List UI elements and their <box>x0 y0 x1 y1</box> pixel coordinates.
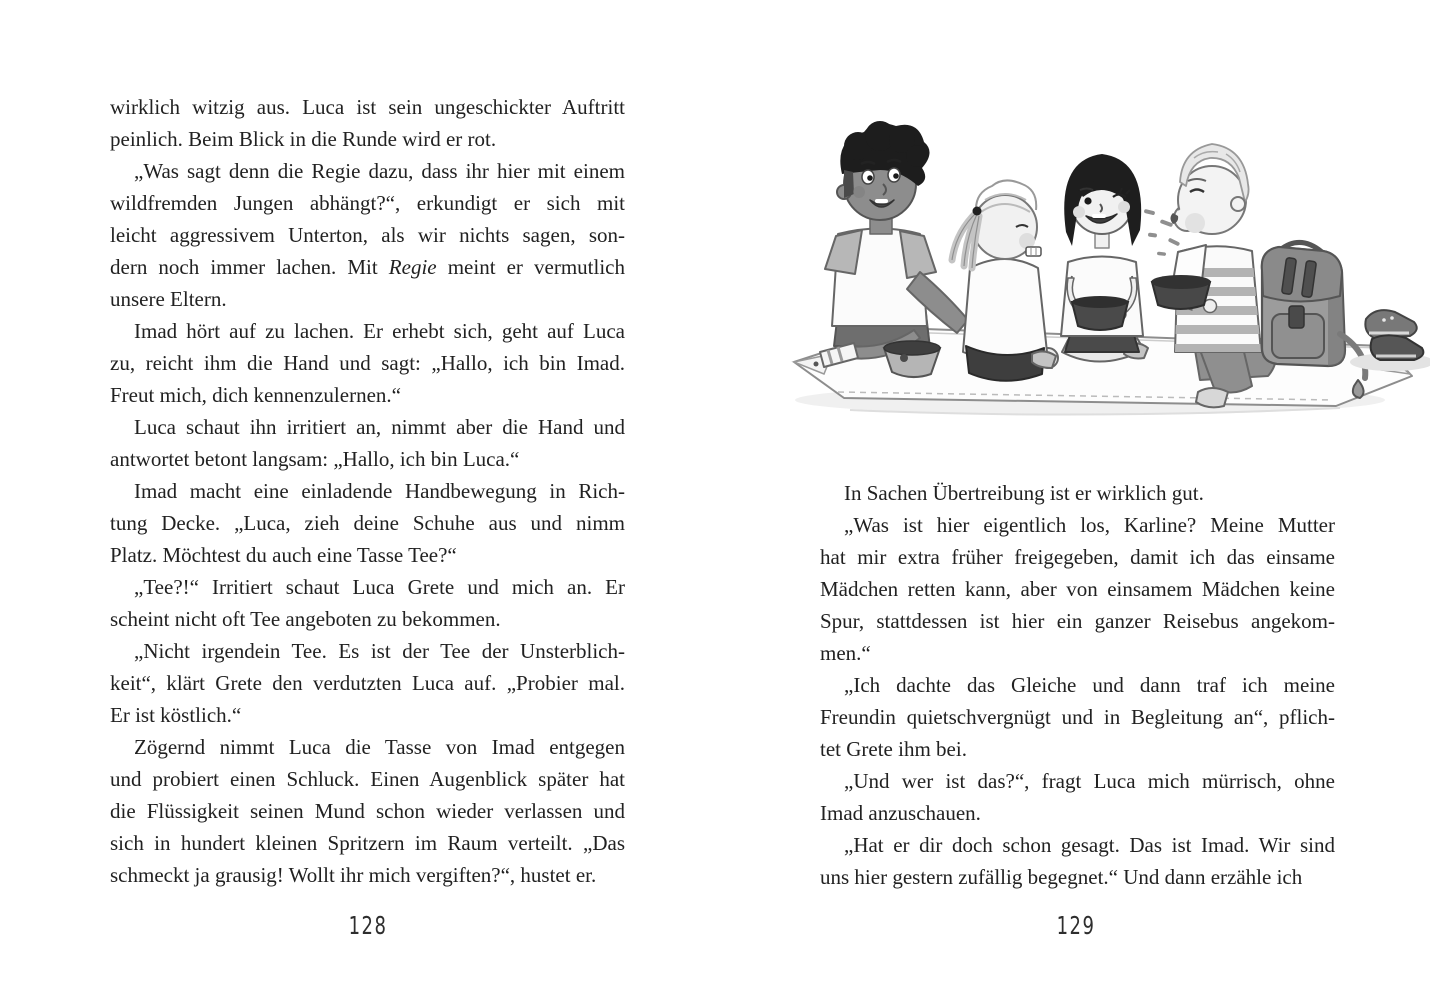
text-line: uns hier gestern zufällig begegnet.“ Und dann erzähle ich <box>820 865 1303 889</box>
text-line: Zögernd nimmt Luca die Tasse von Imad entgegen <box>134 735 625 759</box>
text-line: „Was sagt denn die Regie dazu, dass ihr hier mit einem <box>134 159 625 183</box>
text-line: antwortet betont langsam: „Hallo, ich bin Luca.“ <box>110 447 520 471</box>
text-line: wirklich witzig aus. Luca ist sein ungeschickter Auftritt <box>110 95 625 119</box>
text-line: keit“, klärt Grete den verdutzten Luca auf. „Probier mal. <box>110 671 625 695</box>
text-line: tet Grete ihm bei. <box>820 737 967 761</box>
text-line: leicht aggressivem Unterton, als wir nichts sagen, son- <box>110 223 625 247</box>
text-line: Freut mich, dich kennenzulernen.“ <box>110 383 401 407</box>
text-line: Mädchen retten kann, aber von einsamem Mädchen keine <box>820 577 1335 601</box>
sneakers <box>1350 310 1430 371</box>
text-line: wildfremden Jungen abhängt?“, erkundigt er sich mit <box>110 191 625 215</box>
text-line: Luca schaut ihn irritiert an, nimmt aber die Hand und <box>134 415 625 439</box>
text-line: In Sachen Übertreibung ist er wirklich gut. <box>844 481 1204 505</box>
tea-bowl-luca <box>1151 275 1211 309</box>
text-line: scheint nicht oft Tee angeboten zu bekommen. <box>110 607 501 631</box>
left-text-column <box>110 91 625 891</box>
text-line: Imad macht eine einladende Handbewegung in Rich- <box>134 479 625 503</box>
text-line: und probiert einen Schluck. Einen Augenblick später hat <box>110 767 625 791</box>
text-line: Imad anzuschauen. <box>820 801 981 825</box>
text-line: tung Decke. „Luca, zieh deine Schuhe aus und nimm <box>110 511 625 535</box>
text-line: Er ist köstlich.“ <box>110 703 242 727</box>
text-line: peinlich. Beim Blick in die Runde wird er rot. <box>110 127 497 151</box>
illustration-tea-picnic <box>780 100 1430 440</box>
tea-bowl-imad <box>884 341 940 377</box>
page-number-right: 129 <box>1056 911 1096 940</box>
text-line: Spur, stattdessen ist hier ein ganzer Reisebus angekom- <box>820 609 1335 633</box>
tea-bowl-karline <box>1072 296 1128 330</box>
text-line: die Flüssigkeit seinen Mund schon wieder verlassen und <box>110 799 625 823</box>
right-text-column <box>820 477 1335 893</box>
text-line: Imad hört auf zu lachen. Er erhebt sich, geht auf Luca <box>134 319 625 343</box>
text-line: dern noch immer lachen. Mit Regie meint er vermutlich <box>110 255 625 279</box>
text-line: „Und wer ist das?“, fragt Luca mich mürrisch, ohne <box>844 769 1335 793</box>
text-line: men.“ <box>820 641 871 665</box>
page-number-left: 128 <box>348 911 388 940</box>
text-line: „Tee?!“ Irritiert schaut Luca Grete und mich an. Er <box>134 575 625 599</box>
text-line: „Was ist hier eigentlich los, Karline? Meine Mutter <box>844 513 1335 537</box>
text-line: Platz. Möchtest du auch eine Tasse Tee?“ <box>110 543 457 567</box>
text-line: schmeckt ja grausig! Wollt ihr mich vergiften?“, hustet er. <box>110 863 597 887</box>
text-line: „Hat er dir doch schon gesagt. Das ist Imad. Wir sind <box>844 833 1335 857</box>
text-line: unsere Eltern. <box>110 287 227 311</box>
text-line: „Nicht irgendein Tee. Es ist der Tee der Unsterblich- <box>134 639 625 663</box>
text-line: zu, reicht ihm die Hand und sagt: „Hallo, ich bin Imad. <box>110 351 625 375</box>
text-line: „Ich dachte das Gleiche und dann traf ich meine <box>844 673 1335 697</box>
text-line: Freundin quietschvergnügt und in Begleitung an“, pflich- <box>820 705 1335 729</box>
text-line: sich in hundert kleinen Spritzern im Raum verteilt. „Das <box>110 831 625 855</box>
text-line: hat mir extra früher freigegeben, damit ich das einsame <box>820 545 1335 569</box>
